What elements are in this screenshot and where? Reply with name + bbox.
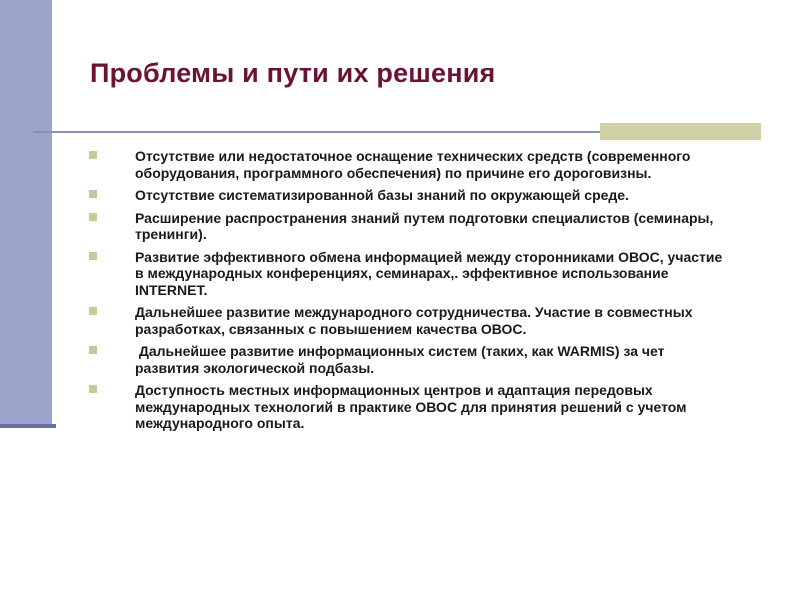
bullet-item <box>88 249 728 299</box>
square-bullet-icon <box>89 252 97 260</box>
bullet-item <box>88 187 728 204</box>
bullet-text: Дальнейшее развитие информационных систем (таких, как WARMIS) за чет развития экологической подбазы. <box>135 343 669 376</box>
left-decorative-bar <box>0 0 52 424</box>
bullet-text: Развитие эффективного обмена информацией между сторонниками ОВОС, участие в международных конференциях, семинарах,. эффективное использование INTERNET. <box>135 248 723 298</box>
bullet-item <box>88 210 728 243</box>
bullet-item <box>88 382 728 432</box>
bullet-text: Дальнейшее развитие международного сотрудничества. Участие в совместных разработках, связанных с повышением качества ОВОС. <box>135 304 693 337</box>
slide-title: Проблемы и пути их решения <box>90 58 496 88</box>
bullet-item <box>88 148 728 181</box>
left-bar-bottom-edge <box>0 424 56 428</box>
bullet-text: Отсутствие систематизированной базы знаний по окружающей среде. <box>135 187 629 203</box>
bullet-text: Доступность местных информационных центров и адаптация передовых международных технологий в практике ОВОС для принятия решений с учетом международного опыта. <box>135 382 687 431</box>
accent-block <box>600 123 761 140</box>
square-bullet-icon <box>89 151 97 159</box>
square-bullet-icon <box>89 213 97 221</box>
square-bullet-icon <box>89 346 97 354</box>
bullet-text: Отсутствие или недостаточное оснащение технических средств (современного оборудования, программного обеспечения) по причине его дороговизны. <box>135 148 691 181</box>
square-bullet-icon <box>89 385 97 393</box>
square-bullet-icon <box>89 307 97 315</box>
bullet-text: Расширение распространения знаний путем подготовки специалистов (семинары, тренинги). <box>135 209 714 242</box>
bullet-list <box>88 148 728 438</box>
bullet-item <box>88 304 728 337</box>
bullet-item <box>88 343 728 376</box>
square-bullet-icon <box>89 190 97 198</box>
